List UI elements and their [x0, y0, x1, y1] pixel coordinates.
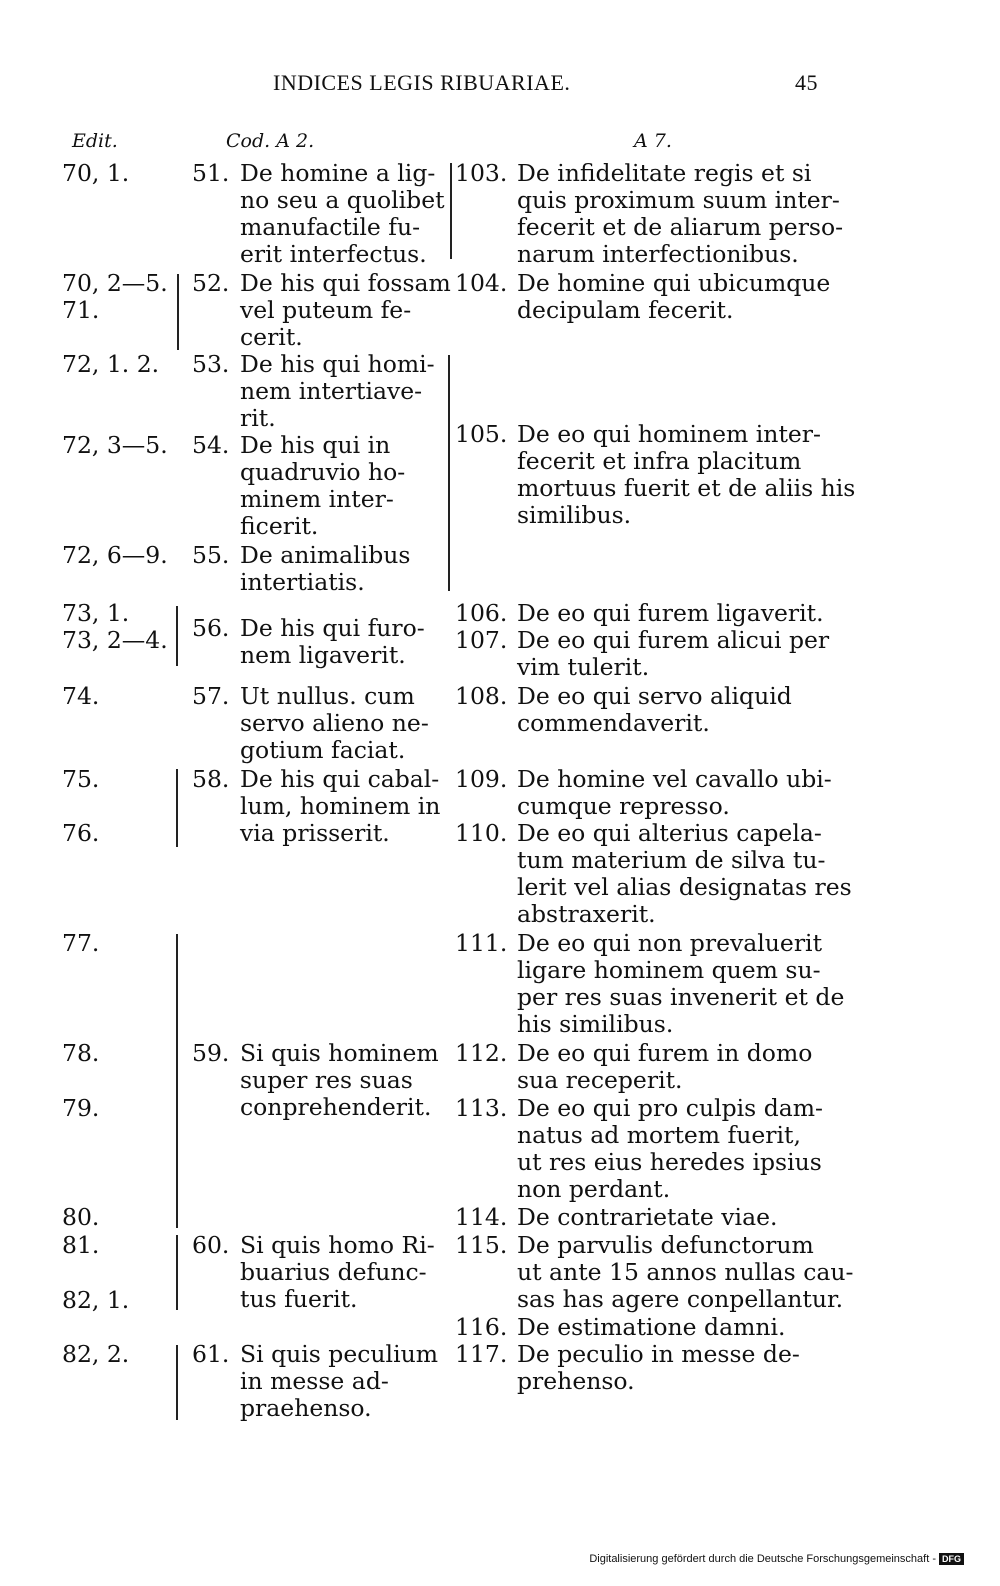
text-line: 82, 2.: [62, 1340, 130, 1368]
text-line: 109.: [455, 765, 508, 793]
text-line: decipulam fecerit.: [517, 296, 734, 324]
text-line: lerit vel alias designatas res: [517, 873, 852, 901]
text-line: ligare hominem quem su-: [517, 956, 821, 984]
text-line: De homine vel cavallo ubi-: [517, 765, 832, 793]
text-line: De his qui cabal-: [240, 765, 440, 793]
text-line: Ut nullus. cum: [240, 682, 415, 710]
column-heading-cod: Cod. A 2.: [226, 130, 315, 152]
text-line: 82, 1.: [62, 1286, 130, 1314]
dfg-logo: DFG: [939, 1553, 964, 1565]
text-line: De eo qui alterius capela-: [517, 819, 822, 847]
column-heading-edit: Edit.: [72, 130, 118, 152]
text-line: 72, 1. 2.: [62, 350, 160, 378]
text-line: via prisserit.: [240, 819, 390, 847]
brace: [176, 1235, 178, 1310]
text-line: De infidelitate regis et si: [517, 159, 812, 187]
column-heading-a7: A 7.: [634, 130, 672, 152]
text-line: 116.: [455, 1313, 508, 1341]
text-line: 72, 3—5.: [62, 431, 168, 459]
text-line: servo alieno ne-: [240, 709, 429, 737]
text-line: Si quis hominem: [240, 1039, 439, 1067]
text-line: De his qui fossam: [240, 269, 451, 297]
text-line: De eo qui servo aliquid: [517, 682, 792, 710]
text-line: conprehenderit.: [240, 1093, 432, 1121]
text-line: 74.: [62, 682, 100, 710]
text-line: 117.: [455, 1340, 508, 1368]
text-line: 53.: [192, 350, 230, 378]
brace: [176, 1345, 178, 1420]
brace: [177, 274, 179, 350]
text-line: De his qui furo-: [240, 614, 425, 642]
text-line: 75.: [62, 765, 100, 793]
text-line: nem intertiave-: [240, 377, 423, 405]
text-line: buarius defunc-: [240, 1258, 427, 1286]
text-line: 60.: [192, 1231, 230, 1259]
text-line: 79.: [62, 1094, 100, 1122]
text-line: 103.: [455, 159, 508, 187]
text-line: 81.: [62, 1231, 100, 1259]
text-line: erit interfectus.: [240, 240, 427, 268]
text-line: cerit.: [240, 323, 303, 351]
text-line: Si quis homo Ri-: [240, 1231, 435, 1259]
text-line: natus ad mortem fuerit,: [517, 1121, 801, 1149]
text-line: 113.: [455, 1094, 508, 1122]
text-line: super res suas: [240, 1066, 413, 1094]
text-line: Si quis peculium: [240, 1340, 439, 1368]
text-line: De eo qui hominem inter-: [517, 420, 821, 448]
text-line: ut ante 15 annos nullas cau-: [517, 1258, 854, 1286]
text-line: sas has agere conpellantur.: [517, 1285, 844, 1313]
text-line: manufactile fu-: [240, 213, 421, 241]
text-line: 107.: [455, 626, 508, 654]
text-line: De eo qui furem ligaverit.: [517, 599, 824, 627]
text-line: 114.: [455, 1203, 508, 1231]
credit-text: Digitalisierung gefördert durch die Deutsche Forschungsgemeinschaft -: [589, 1553, 936, 1565]
text-line: abstraxerit.: [517, 900, 656, 928]
text-line: per res suas invenerit et de: [517, 983, 845, 1011]
text-line: 61.: [192, 1340, 230, 1368]
text-line: mortuus fuerit et de aliis his: [517, 474, 856, 502]
text-line: vel puteum fe-: [240, 296, 412, 324]
text-line: De eo qui furem in domo: [517, 1039, 813, 1067]
text-line: 73, 1.: [62, 599, 130, 627]
brace: [176, 606, 178, 666]
text-line: 112.: [455, 1039, 508, 1067]
brace: [176, 769, 178, 847]
text-line: minem inter-: [240, 485, 394, 513]
text-line: rit.: [240, 404, 276, 432]
text-line: tus fuerit.: [240, 1285, 358, 1313]
text-line: 111.: [455, 929, 508, 957]
text-line: tum materium de silva tu-: [517, 846, 826, 874]
text-line: De his qui homi-: [240, 350, 435, 378]
text-line: 77.: [62, 929, 100, 957]
brace: [450, 163, 452, 259]
text-line: De contrarietate viae.: [517, 1203, 778, 1231]
text-line: 58.: [192, 765, 230, 793]
text-line: De peculio in messe de-: [517, 1340, 800, 1368]
text-line: quis proximum suum inter-: [517, 186, 840, 214]
text-line: lum, hominem in: [240, 792, 441, 820]
text-line: similibus.: [517, 501, 632, 529]
text-line: quadruvio ho-: [240, 458, 406, 486]
text-line: cumque represso.: [517, 792, 730, 820]
text-line: 52.: [192, 269, 230, 297]
text-line: 105.: [455, 420, 508, 448]
text-line: gotium faciat.: [240, 736, 406, 764]
text-line: 54.: [192, 431, 230, 459]
text-line: nem ligaverit.: [240, 641, 406, 669]
text-line: 106.: [455, 599, 508, 627]
text-line: De eo qui pro culpis dam-: [517, 1094, 823, 1122]
digitization-credit: [589, 1553, 964, 1565]
text-line: De animalibus: [240, 541, 411, 569]
brace: [444, 355, 450, 591]
text-line: commendaverit.: [517, 709, 710, 737]
page-number: 45: [795, 70, 818, 95]
text-line: 55.: [192, 541, 230, 569]
text-line: fecerit et infra placitum: [517, 447, 802, 475]
text-line: De his qui in: [240, 431, 391, 459]
text-line: 72, 6—9.: [62, 541, 168, 569]
text-line: 73, 2—4.: [62, 626, 168, 654]
text-line: De eo qui furem alicui per: [517, 626, 830, 654]
text-line: 57.: [192, 682, 230, 710]
text-line: vim tulerit.: [517, 653, 650, 681]
text-line: De eo qui non prevaluerit: [517, 929, 823, 957]
text-line: sua receperit.: [517, 1066, 683, 1094]
text-line: De homine qui ubicumque: [517, 269, 831, 297]
text-line: 70, 2—5.: [62, 269, 168, 297]
text-line: 80.: [62, 1203, 100, 1231]
text-line: 70, 1.: [62, 159, 130, 187]
brace: [176, 934, 178, 1228]
text-line: in messe ad-: [240, 1367, 389, 1395]
text-line: 56.: [192, 614, 230, 642]
text-line: praehenso.: [240, 1394, 372, 1422]
text-line: intertiatis.: [240, 568, 365, 596]
text-line: 51.: [192, 159, 230, 187]
text-line: ut res eius heredes ipsius: [517, 1148, 822, 1176]
text-line: 104.: [455, 269, 508, 297]
text-line: his similibus.: [517, 1010, 674, 1038]
text-line: 115.: [455, 1231, 508, 1259]
text-line: prehenso.: [517, 1367, 635, 1395]
text-line: 71.: [62, 296, 100, 324]
text-line: 59.: [192, 1039, 230, 1067]
text-line: De estimatione damni.: [517, 1313, 786, 1341]
text-line: 110.: [455, 819, 508, 847]
text-line: non perdant.: [517, 1175, 671, 1203]
text-line: 76.: [62, 819, 100, 847]
running-title: INDICES LEGIS RIBUARIAE.: [273, 70, 571, 95]
text-line: De parvulis defunctorum: [517, 1231, 814, 1259]
text-line: no seu a quolibet: [240, 186, 445, 214]
text-line: De homine a lig-: [240, 159, 436, 187]
text-line: 78.: [62, 1039, 100, 1067]
text-line: fecerit et de aliarum perso-: [517, 213, 844, 241]
text-line: 108.: [455, 682, 508, 710]
text-line: ficerit.: [240, 512, 319, 540]
text-line: narum interfectionibus.: [517, 240, 799, 268]
